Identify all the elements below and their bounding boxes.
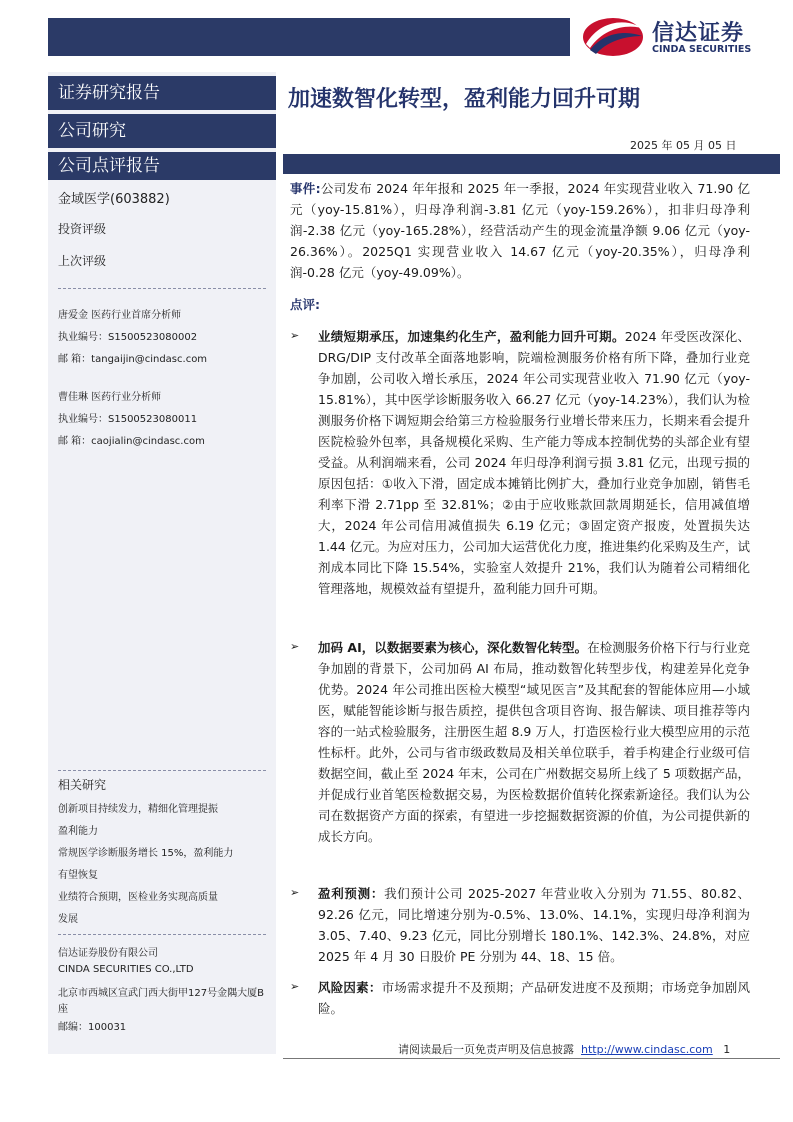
bullet-text: 在检测服务价格下行与行业竞争加剧的背景下，公司加码 AI 布局，推动数智化转型步伐，构建差异化竞争优势。2024 年公司推出医检大模型“域见医言”及其配套的智能体应用—小域医，赋能智能诊断与报告质控，提供包含项目咨询、报告解读、项目推荐等内容的一站式检验服务，注册医生超 8.9 万人，打造医检行业大模型应用的示范性标杆。此外，公司与省市级政数局及相关单位联手，着手构建企行业级可信数据空间，截止至 2024 年末，公司在广州数据交易所上线了 5 项数据产品，并促成行业首笔医检数据交易，为医检数据价值转化探索新途径。我们认为公司在数据资产方面的探索，有望进一步挖掘数据资源的价值，为公司提供新的成长方向。 — [318, 640, 750, 844]
sidebar-band-report-type: 证券研究报告 — [48, 76, 276, 110]
review-bullet — [318, 326, 750, 599]
analyst-name-title: 曹佳琳 医药行业分析师 — [58, 392, 162, 403]
sidebar — [48, 72, 276, 1054]
main-header-bar — [283, 154, 780, 174]
cinda-logo — [580, 14, 780, 58]
related-research-title: 相关研究 — [58, 778, 107, 792]
related-research-item[interactable]: 发展 — [58, 914, 78, 925]
bullet-arrow-icon: ➢ — [290, 329, 300, 342]
bullet-text: 我们预计公司 2025-2027 年营业收入分别为 71.55、80.82、92.26 亿元，同比增速分别为-0.5%、13.0%、14.1%，实现归母净利润为 3.05、7.40、9.23 亿元，同比分别增长 180.1%、142.3%、24.8%，对应 2025 年 4 月 30 日股价 PE 分别为 44、18、15 倍。 — [318, 886, 750, 964]
analyst-name-title: 唐爱金 医药行业首席分析师 — [58, 310, 182, 321]
previous-rating-label: 上次评级 — [58, 254, 107, 268]
company-ticker: 金域医学(603882) — [58, 192, 170, 207]
header-bar — [48, 18, 570, 56]
bullet-lead: 加码 AI，以数据要素为核心，深化数智化转型。 — [318, 640, 588, 655]
company-postcode: 邮编：100031 — [58, 1022, 127, 1033]
review-bullet — [318, 883, 750, 967]
related-research-item[interactable]: 常规医学诊断服务增长 15%，盈利能力 — [58, 848, 234, 859]
related-research-item[interactable]: 创新项目持续发力，精细化管理提振 — [58, 804, 218, 815]
review-bullet — [318, 977, 750, 1019]
review-bullet — [318, 637, 750, 847]
analyst-email[interactable]: 邮 箱：caojialin@cindasc.com — [58, 436, 205, 447]
bullet-lead: 盈利预测： — [318, 886, 385, 901]
footer-divider — [283, 1058, 780, 1059]
bullet-text: 市场需求提升不及预期；产品研发进度不及预期；市场竞争加剧风险。 — [318, 980, 750, 1016]
logo-text-cn: 信达证券 — [652, 21, 745, 46]
bullet-arrow-icon: ➢ — [290, 980, 300, 993]
page-title: 加速数智化转型，盈利能力回升可期 — [288, 87, 641, 112]
page-number: 1 — [723, 1043, 731, 1056]
event-label: 事件: — [290, 181, 321, 196]
website-link[interactable]: http://www.cindasc.com — [581, 1043, 713, 1056]
review-label: 点评: — [290, 297, 320, 312]
logo-text-en: CINDA SECURITIES — [652, 44, 752, 55]
sidebar-divider — [58, 934, 266, 935]
sidebar-divider — [58, 288, 266, 289]
bullet-lead: 业绩短期承压，加速集约化生产，盈利能力回升可期。 — [318, 329, 625, 344]
bullet-arrow-icon: ➢ — [290, 640, 300, 653]
analyst-cert: 执业编号：S1500523080002 — [58, 332, 198, 343]
event-paragraph — [290, 178, 750, 283]
bullet-text: 2024 年受医改深化、DRG/DIP 支付改革全面落地影响，院端检测服务价格有所下降，叠加行业竞争加剧，公司收入增长承压，2024 年公司实现营业收入 71.90 亿元（yoy-15.81%），其中医学诊断服务收入 66.27 亿元（yoy-14.23%），我们认为检测服务价格下调短期会给第三方检验服务行业增长带来压力，长期来看会提升医院检验外包率，具备规模化采购、生产能力等成本控制优势的头部企业有望受益。从利润端来看，公司 2024 年归母净利润亏损 3.81 亿元，出现亏损的原因包括：①收入下滑，固定成本摊销比例扩大，叠加行业竞争加剧，销售毛利率下滑 2.71pp 至 32.81%；②由于应收账款回款周期延长，信用减值增大，2024 年公司信用减值损失 6.19 亿元；③固定资产报废，处置损失达 1.44 亿元。为应对压力，公司加大运营优化力度，推进集约化采购及生产，试剂成本同比下降 15.54%，实验室人效提升 21%，我们认为随着公司精细化管理落地，规模效益有望提升，盈利能力回升可期。 — [318, 329, 750, 596]
company-name-en: CINDA SECURITIES CO.,LTD — [58, 964, 194, 975]
company-address: 北京市西城区宣武门西大街甲127号金隅大厦B — [58, 988, 264, 999]
bullet-lead: 风险因素： — [318, 980, 382, 995]
company-address-cont: 座 — [58, 1004, 68, 1015]
sidebar-divider — [58, 770, 266, 771]
related-research-item[interactable]: 业绩符合预期，医检业务实现高质量 — [58, 892, 218, 903]
sidebar-band-report-kind: 公司点评报告 — [48, 152, 276, 180]
analyst-cert: 执业编号：S1500523080011 — [58, 414, 198, 425]
company-name-cn: 信达证券股份有限公司 — [58, 948, 158, 959]
cinda-logo-icon — [580, 14, 650, 58]
report-date: 2025 年 05 月 05 日 — [630, 139, 737, 152]
sidebar-band-research-type: 公司研究 — [48, 114, 276, 148]
event-text: 公司发布 2024 年年报和 2025 年一季报，2024 年实现营业收入 71.90 亿元（yoy-15.81%），归母净利润-3.81 亿元（yoy-159.26%），扣非归母净利润-2.38 亿元（yoy-165.28%），经营活动产生的现金流量净额 9.06 亿元（yoy-26.36%）。2025Q1 实现营业收入 14.67 亿元（yoy-20.35%），归母净利润-0.28 亿元（yoy-49.09%）。 — [290, 181, 750, 280]
footer — [398, 1041, 730, 1057]
bullet-arrow-icon: ➢ — [290, 886, 300, 899]
related-research-item[interactable]: 有望恢复 — [58, 870, 98, 881]
analyst-email[interactable]: 邮 箱：tangaijin@cindasc.com — [58, 354, 208, 365]
related-research-item[interactable]: 盈利能力 — [58, 826, 98, 837]
rating-label: 投资评级 — [58, 222, 107, 236]
disclaimer-note: 请阅读最后一页免责声明及信息披露 — [398, 1043, 574, 1056]
